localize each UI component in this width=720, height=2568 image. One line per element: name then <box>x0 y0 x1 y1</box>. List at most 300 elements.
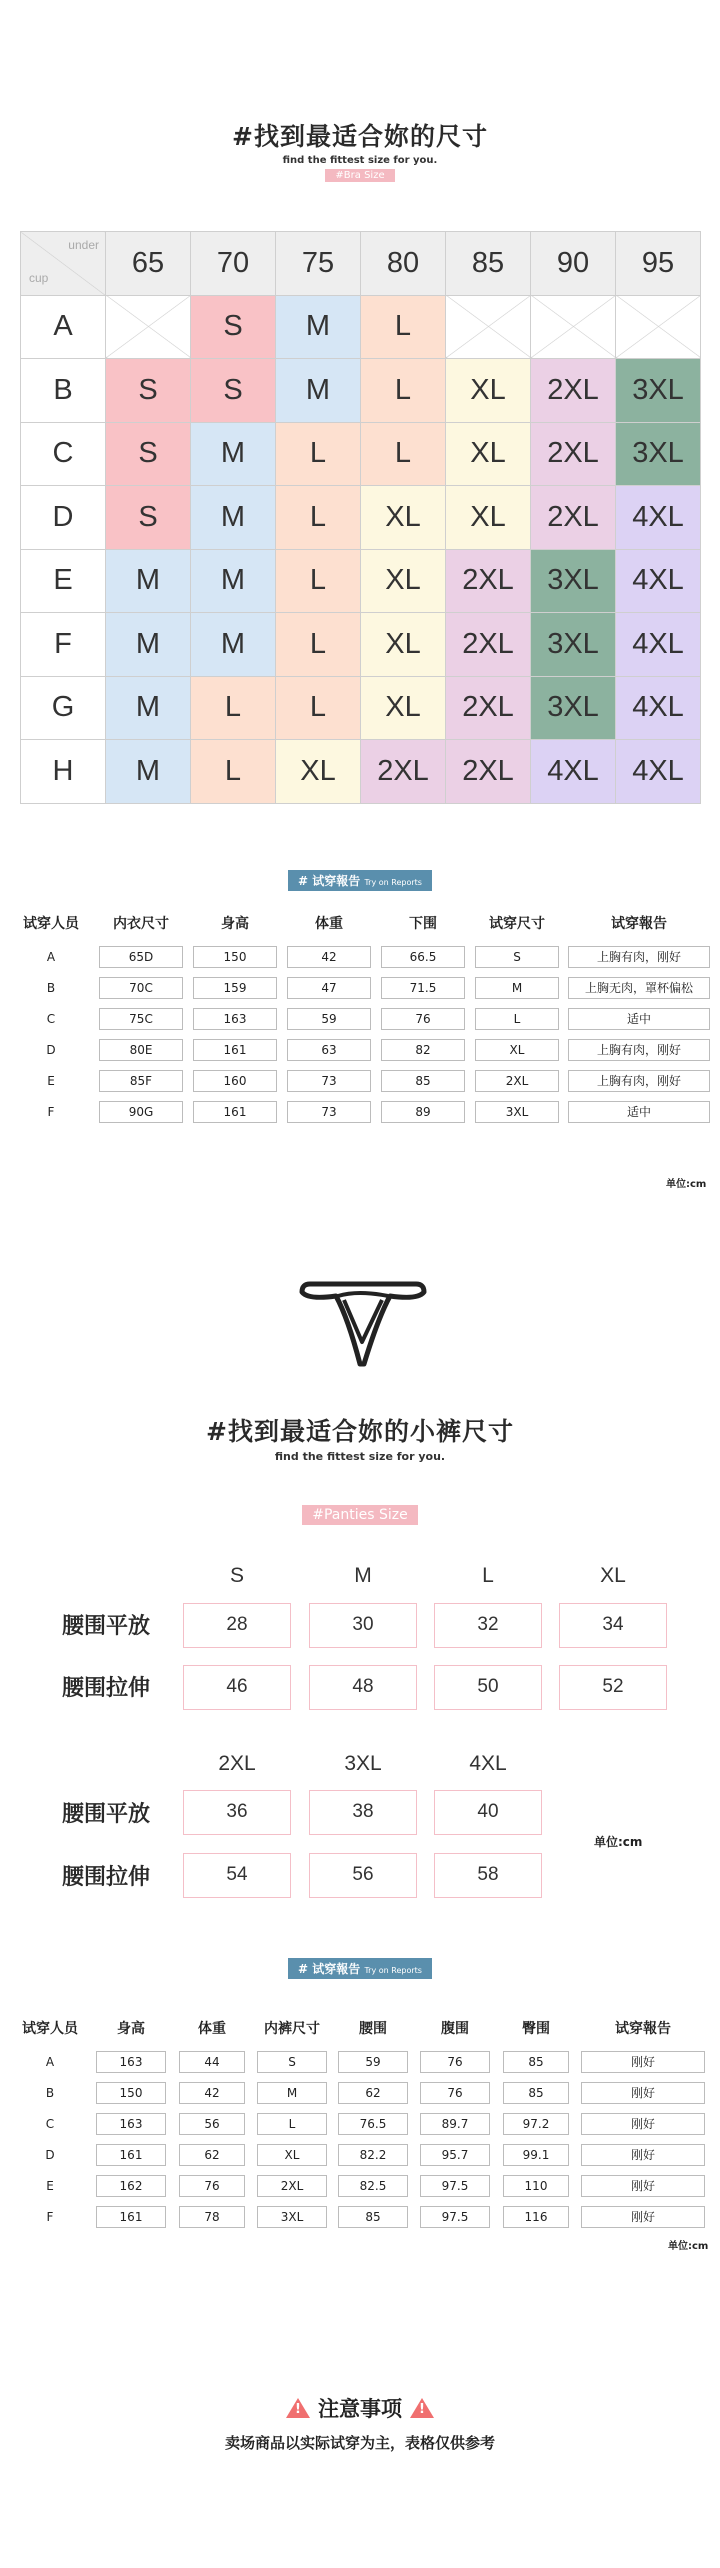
table-row <box>10 2201 710 2232</box>
underband-header: 65 <box>106 232 191 296</box>
table-cell <box>414 2139 496 2170</box>
table-cell <box>188 941 282 972</box>
waist-flat-value: 36 <box>183 1790 291 1835</box>
cell-value: 44 <box>179 2051 245 2073</box>
corner-under-label: under <box>68 238 99 252</box>
bra-title-block <box>0 117 720 182</box>
waist-stretch-value: 52 <box>559 1665 667 1710</box>
size-cell: 2XL <box>531 486 616 550</box>
bra-report-tag-wrap <box>0 870 720 891</box>
cell-value: 刚好 <box>581 2113 705 2135</box>
table-cell <box>282 1096 376 1127</box>
cell-value: 刚好 <box>581 2144 705 2166</box>
panties-report-table <box>10 2010 710 2232</box>
table-cell <box>414 2201 496 2232</box>
size-cell: 3XL <box>531 613 616 677</box>
table-cell <box>414 2170 496 2201</box>
cup-header: D <box>21 486 106 550</box>
table-cell <box>470 1096 564 1127</box>
cell-value: 161 <box>96 2206 166 2228</box>
warning-icon <box>410 2398 434 2418</box>
cell-value: 56 <box>179 2113 245 2135</box>
size-cell: M <box>191 422 276 486</box>
cell-value: 刚好 <box>581 2206 705 2228</box>
table-cell <box>376 1034 470 1065</box>
waist-flat-value: 38 <box>309 1790 417 1835</box>
table-cell <box>252 2139 332 2170</box>
cell-value: 上胸有肉，刚好 <box>568 1070 710 1092</box>
table-cell <box>470 1065 564 1096</box>
column-header: 腹围 <box>441 2021 469 2037</box>
underband-header: 70 <box>191 232 276 296</box>
underband-header: 95 <box>616 232 701 296</box>
table-row <box>8 1096 714 1127</box>
table-row <box>8 1034 714 1065</box>
panties-tag-wrap <box>0 1505 720 1525</box>
cell-value: S <box>475 946 559 968</box>
tester-id: D <box>46 1042 56 1057</box>
size-cell: L <box>276 549 361 613</box>
cup-header: A <box>21 295 106 359</box>
table-cell <box>188 1003 282 1034</box>
cell-value: M <box>257 2082 327 2104</box>
cup-header: E <box>21 549 106 613</box>
size-cell: XL <box>446 359 531 423</box>
cell-value: XL <box>475 1039 559 1061</box>
size-cell: 4XL <box>616 549 701 613</box>
size-cell: S <box>106 359 191 423</box>
size-cell: M <box>106 613 191 677</box>
table-cell <box>282 1003 376 1034</box>
cell-value: 161 <box>193 1039 277 1061</box>
table-cell <box>282 941 376 972</box>
waist-flat-label: 腰围平放 <box>62 1614 151 1639</box>
tester-id: B <box>46 980 56 995</box>
table-cell <box>470 972 564 1003</box>
cell-value: 76.5 <box>338 2113 408 2135</box>
column-header: 下围 <box>409 916 437 932</box>
table-cell <box>496 2046 576 2077</box>
table-cell <box>282 1034 376 1065</box>
cell-value: 89.7 <box>420 2113 490 2135</box>
tester-id: F <box>47 1104 55 1119</box>
column-header: 内裤尺寸 <box>264 2021 320 2037</box>
panties-report-tag <box>288 1958 432 1979</box>
table-cell <box>576 2046 710 2077</box>
waist-stretch-label: 腰围拉伸 <box>62 1676 151 1701</box>
size-cell: 4XL <box>616 676 701 740</box>
column-header: 身高 <box>221 916 249 932</box>
cell-value: 42 <box>179 2082 245 2104</box>
size-cell: M <box>276 295 361 359</box>
size-cell: L <box>276 676 361 740</box>
column-header: 试穿尺寸 <box>489 916 545 932</box>
size-cell: XL <box>446 422 531 486</box>
size-cell: S <box>191 359 276 423</box>
table-cell <box>414 2108 496 2139</box>
table-row <box>10 2046 710 2077</box>
waist-flat-value: 30 <box>309 1603 417 1648</box>
table-cell <box>376 1065 470 1096</box>
size-cell: XL <box>446 486 531 550</box>
table-cell <box>576 2170 710 2201</box>
column-header: 内衣尺寸 <box>113 916 169 932</box>
size-cell: S <box>106 422 191 486</box>
cell-value: 116 <box>503 2206 569 2228</box>
table-cell <box>90 2139 172 2170</box>
panties-report-tag-small: Try on Reports <box>364 1966 422 1975</box>
table-row <box>10 2170 710 2201</box>
cell-value: 159 <box>193 977 277 999</box>
size-cell: XL <box>276 740 361 804</box>
cell-value: 刚好 <box>581 2051 705 2073</box>
tester-id: C <box>45 2116 55 2131</box>
corner-cup-label: cup <box>29 270 49 285</box>
table-cell <box>376 1003 470 1034</box>
table-cell <box>332 2139 414 2170</box>
tester-id: E <box>47 1073 55 1088</box>
cell-value: XL <box>257 2144 327 2166</box>
cell-value: 3XL <box>475 1101 559 1123</box>
tester-id: F <box>46 2209 54 2224</box>
table-cell <box>576 2201 710 2232</box>
tester-id: A <box>46 949 56 964</box>
size-cell: M <box>276 359 361 423</box>
underband-header: 80 <box>361 232 446 296</box>
size-cell: L <box>361 295 446 359</box>
table-cell <box>332 2201 414 2232</box>
cell-value: 150 <box>193 946 277 968</box>
column-header: 试穿人员 <box>22 2021 78 2037</box>
bra-report-unit: 单位:cm <box>666 1179 707 1190</box>
unavailable-cell <box>106 295 191 359</box>
panties-unit: 单位:cm <box>594 1835 643 1849</box>
grid-corner <box>21 232 106 296</box>
cell-value: 85 <box>503 2051 569 2073</box>
table-cell <box>252 2108 332 2139</box>
table-cell <box>94 1003 188 1034</box>
cell-value: 162 <box>96 2175 166 2197</box>
table-row <box>10 2139 710 2170</box>
waist-flat-value: 40 <box>434 1790 542 1835</box>
table-cell <box>496 2170 576 2201</box>
cell-value: 上胸无肉，罩杯偏松 <box>568 977 710 999</box>
table-cell <box>564 1003 714 1034</box>
cup-header: B <box>21 359 106 423</box>
table-cell <box>94 1096 188 1127</box>
cell-value: 刚好 <box>581 2082 705 2104</box>
size-cell: M <box>191 613 276 677</box>
size-cell: S <box>106 486 191 550</box>
cell-value: 76 <box>420 2051 490 2073</box>
cell-value: 75C <box>99 1008 183 1030</box>
column-header: 身高 <box>117 2021 145 2037</box>
tester-id: D <box>45 2147 55 2162</box>
cell-value: 78 <box>179 2206 245 2228</box>
cell-value: 适中 <box>568 1008 710 1030</box>
cup-header: C <box>21 422 106 486</box>
table-cell <box>564 1096 714 1127</box>
cell-value: 85F <box>99 1070 183 1092</box>
bra-subtitle: find the fittest size for you. <box>282 155 438 166</box>
table-cell <box>576 2139 710 2170</box>
waist-flat-label: 腰围平放 <box>62 1802 151 1827</box>
column-header: 试穿報告 <box>611 916 667 932</box>
cell-value: 2XL <box>475 1070 559 1092</box>
tester-id: E <box>46 2178 54 2193</box>
table-cell <box>252 2046 332 2077</box>
table-cell <box>188 972 282 1003</box>
bra-report-table <box>8 905 714 1127</box>
cell-value: 3XL <box>257 2206 327 2228</box>
bra-title: #找到最适合妳的尺寸 <box>232 122 488 151</box>
table-cell <box>172 2046 252 2077</box>
table-cell <box>496 2201 576 2232</box>
table-cell <box>172 2108 252 2139</box>
cell-value: 97.5 <box>420 2206 490 2228</box>
cell-value: 160 <box>193 1070 277 1092</box>
size-cell: L <box>361 359 446 423</box>
cell-value: 62 <box>338 2082 408 2104</box>
cell-value: 163 <box>96 2051 166 2073</box>
cell-value: S <box>257 2051 327 2073</box>
cell-value: 82.5 <box>338 2175 408 2197</box>
table-cell <box>282 972 376 1003</box>
waist-stretch-value: 46 <box>183 1665 291 1710</box>
tester-id: A <box>45 2054 55 2069</box>
underband-header: 85 <box>446 232 531 296</box>
size-cell: M <box>191 486 276 550</box>
table-cell <box>470 1003 564 1034</box>
cell-value: 161 <box>96 2144 166 2166</box>
waist-flat-value: 28 <box>183 1603 291 1648</box>
cell-value: 2XL <box>257 2175 327 2197</box>
size-cell: 4XL <box>616 486 701 550</box>
size-column-header: 3XL <box>344 1752 382 1775</box>
column-header: 试穿人员 <box>23 916 79 932</box>
size-cell: 3XL <box>616 422 701 486</box>
cell-value: 150 <box>96 2082 166 2104</box>
bra-size-tag: #Bra Size <box>325 169 394 182</box>
cell-value: 90G <box>99 1101 183 1123</box>
table-cell <box>332 2077 414 2108</box>
size-cell: L <box>191 740 276 804</box>
size-cell: M <box>191 549 276 613</box>
panties-size-tag: #Panties Size <box>302 1505 417 1525</box>
bra-report-tag-text: # 试穿報告 <box>298 874 361 888</box>
size-cell: 3XL <box>531 549 616 613</box>
table-row <box>8 1003 714 1034</box>
table-cell <box>94 972 188 1003</box>
cell-value: 161 <box>193 1101 277 1123</box>
cell-value: 59 <box>287 1008 371 1030</box>
cell-value: 85 <box>338 2206 408 2228</box>
size-cell: XL <box>361 486 446 550</box>
table-cell <box>496 2077 576 2108</box>
table-cell <box>172 2077 252 2108</box>
waist-stretch-value: 58 <box>434 1853 542 1898</box>
table-cell <box>172 2139 252 2170</box>
table-cell <box>90 2046 172 2077</box>
waist-flat-value: 34 <box>559 1603 667 1648</box>
size-column-header: L <box>482 1564 494 1587</box>
size-cell: L <box>191 676 276 740</box>
table-cell <box>94 1065 188 1096</box>
notice-title-text: 注意事项 <box>318 2397 402 2421</box>
column-header: 臀围 <box>522 2021 550 2037</box>
table-cell <box>564 972 714 1003</box>
table-cell <box>188 1065 282 1096</box>
column-header: 腰围 <box>359 2021 387 2037</box>
size-cell: 4XL <box>531 740 616 804</box>
size-cell: L <box>276 486 361 550</box>
size-cell: 2XL <box>446 613 531 677</box>
table-cell <box>252 2201 332 2232</box>
size-column-header: XL <box>600 1564 626 1587</box>
table-row <box>10 2077 710 2108</box>
table-cell <box>332 2046 414 2077</box>
panties-report-unit: 单位:cm <box>668 2241 709 2252</box>
cell-value: L <box>257 2113 327 2135</box>
panties-report-tag-wrap <box>0 1958 720 1979</box>
cell-value: 适中 <box>568 1101 710 1123</box>
cell-value: 59 <box>338 2051 408 2073</box>
table-cell <box>576 2077 710 2108</box>
size-column-header: S <box>229 1564 244 1587</box>
underband-header: 75 <box>276 232 361 296</box>
unavailable-cell <box>446 295 531 359</box>
table-cell <box>94 1034 188 1065</box>
cell-value: 80E <box>99 1039 183 1061</box>
size-cell: L <box>276 613 361 677</box>
table-cell <box>376 941 470 972</box>
cell-value: L <box>475 1008 559 1030</box>
table-cell <box>282 1065 376 1096</box>
table-cell <box>470 941 564 972</box>
table-cell <box>332 2108 414 2139</box>
table-cell <box>496 2139 576 2170</box>
cell-value: 47 <box>287 977 371 999</box>
cell-value: 70C <box>99 977 183 999</box>
tester-id: C <box>46 1011 56 1026</box>
cell-value: 85 <box>381 1070 465 1092</box>
size-cell: L <box>276 422 361 486</box>
table-cell <box>90 2201 172 2232</box>
size-column-header: 2XL <box>218 1752 256 1775</box>
table-cell <box>414 2046 496 2077</box>
waist-stretch-value: 54 <box>183 1853 291 1898</box>
cell-value: 62 <box>179 2144 245 2166</box>
waist-flat-value: 32 <box>434 1603 542 1648</box>
cell-value: 82 <box>381 1039 465 1061</box>
cell-value: 76 <box>420 2082 490 2104</box>
unavailable-cell <box>531 295 616 359</box>
table-cell <box>90 2170 172 2201</box>
size-cell: 2XL <box>531 422 616 486</box>
cell-value: 73 <box>287 1101 371 1123</box>
table-cell <box>376 1096 470 1127</box>
table-row <box>8 1065 714 1096</box>
size-cell: 2XL <box>361 740 446 804</box>
table-cell <box>564 1065 714 1096</box>
panties-title-block <box>0 1412 720 1463</box>
cup-header: F <box>21 613 106 677</box>
cell-value: 82.2 <box>338 2144 408 2166</box>
table-cell <box>496 2108 576 2139</box>
cell-value: 65D <box>99 946 183 968</box>
bra-report-tag-small: Try on Reports <box>364 878 422 887</box>
table-row <box>10 2108 710 2139</box>
warning-icon <box>286 2398 310 2418</box>
size-cell: 4XL <box>616 613 701 677</box>
table-cell <box>332 2170 414 2201</box>
panties-icon <box>298 1278 428 1370</box>
table-cell <box>564 941 714 972</box>
size-cell: 2XL <box>446 676 531 740</box>
cell-value: 97.2 <box>503 2113 569 2135</box>
waist-stretch-value: 56 <box>309 1853 417 1898</box>
size-cell: XL <box>361 549 446 613</box>
unavailable-cell <box>616 295 701 359</box>
table-cell <box>576 2108 710 2139</box>
table-cell <box>564 1034 714 1065</box>
bra-size-chart <box>20 231 701 804</box>
cell-value: 76 <box>179 2175 245 2197</box>
panties-report-tag-text: # 试穿報告 <box>298 1962 361 1976</box>
table-cell <box>252 2170 332 2201</box>
size-column-header: 4XL <box>469 1752 507 1775</box>
table-cell <box>376 972 470 1003</box>
panties-subtitle: find the fittest size for you. <box>274 1450 446 1463</box>
size-cell: 2XL <box>531 359 616 423</box>
cell-value: 99.1 <box>503 2144 569 2166</box>
table-cell <box>94 941 188 972</box>
cell-value: 71.5 <box>381 977 465 999</box>
cell-value: 上胸有肉，刚好 <box>568 946 710 968</box>
cup-header: H <box>21 740 106 804</box>
table-cell <box>90 2077 172 2108</box>
cell-value: 上胸有肉，刚好 <box>568 1039 710 1061</box>
column-header: 体重 <box>198 2021 226 2037</box>
table-row <box>8 972 714 1003</box>
table-cell <box>252 2077 332 2108</box>
table-cell <box>172 2201 252 2232</box>
size-cell: M <box>106 740 191 804</box>
size-cell: 3XL <box>531 676 616 740</box>
size-cell: 2XL <box>446 549 531 613</box>
size-cell: M <box>106 549 191 613</box>
cell-value: 89 <box>381 1101 465 1123</box>
size-cell: 2XL <box>446 740 531 804</box>
column-header: 体重 <box>315 916 343 932</box>
size-cell: L <box>361 422 446 486</box>
cell-value: 95.7 <box>420 2144 490 2166</box>
cell-value: 刚好 <box>581 2175 705 2197</box>
size-cell: 4XL <box>616 740 701 804</box>
cell-value: 163 <box>96 2113 166 2135</box>
cell-value: 97.5 <box>420 2175 490 2197</box>
bra-report-tag <box>288 870 432 891</box>
size-cell: XL <box>361 676 446 740</box>
size-cell: M <box>106 676 191 740</box>
cell-value: 163 <box>193 1008 277 1030</box>
waist-stretch-label: 腰围拉伸 <box>62 1865 151 1890</box>
column-header: 试穿報告 <box>615 2021 671 2037</box>
notice-text: 卖场商品以实际试穿为主，表格仅供参考 <box>224 2434 495 2452</box>
tester-id: B <box>45 2085 55 2100</box>
size-cell: 3XL <box>616 359 701 423</box>
table-row <box>8 941 714 972</box>
